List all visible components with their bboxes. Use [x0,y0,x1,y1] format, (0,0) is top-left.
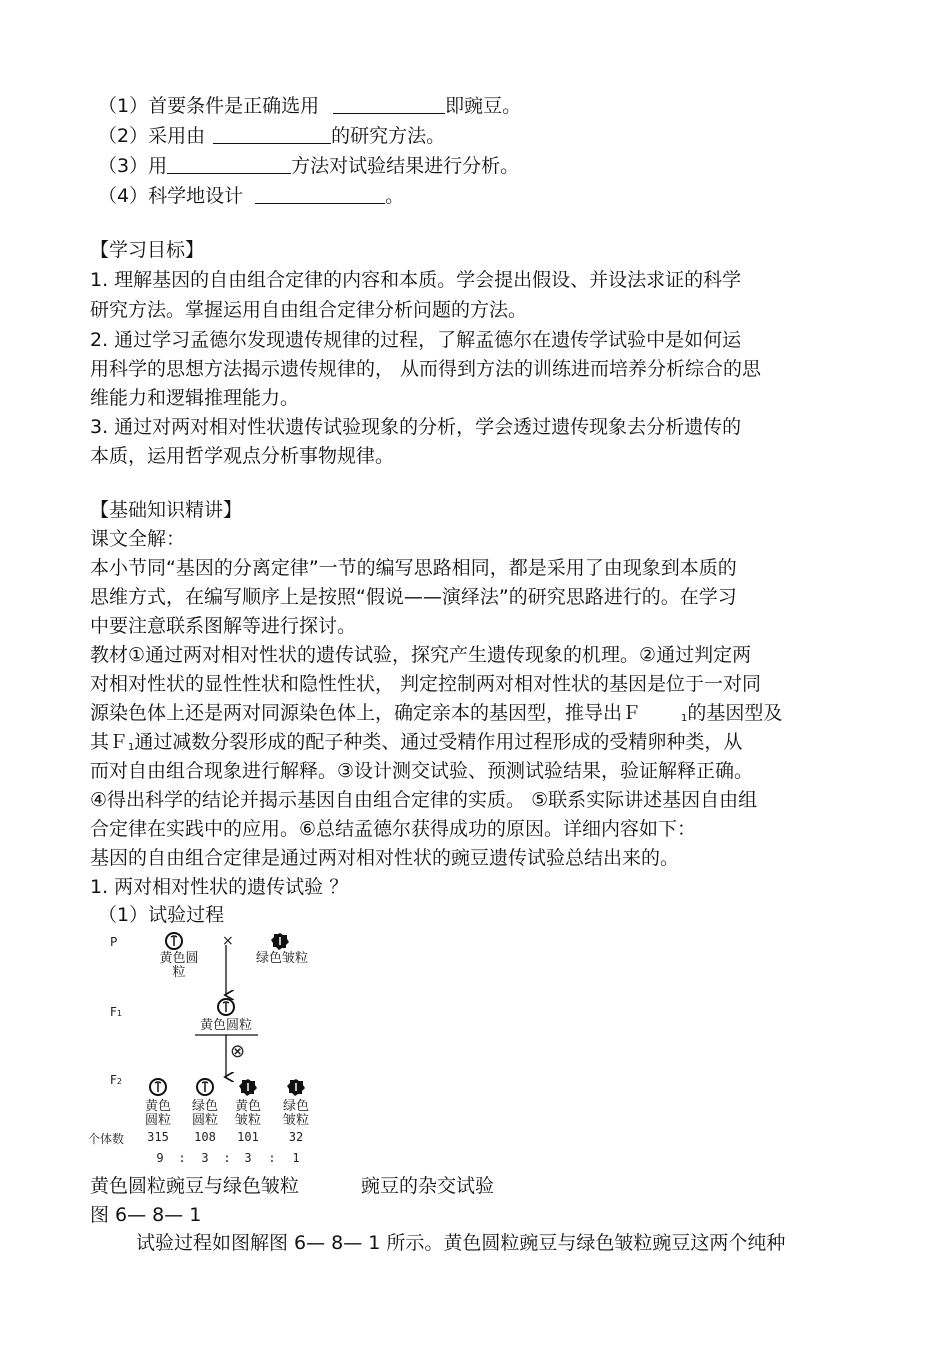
answer-blank[interactable] [255,185,385,204]
f2-phenotype-label: 黄色 圆粒 [144,1099,171,1128]
generation-f2-label: F2 [110,1073,122,1087]
self-cross-symbol: ⊗ [230,1041,246,1062]
ratio-colon: : [268,1151,276,1165]
figure-caption: 黄色圆粒豌豆与绿色皱粒 豌豆的杂交试验 [90,1175,495,1197]
answer-blank[interactable] [333,95,445,114]
goals-line: 用科学的思想方法揭示遗传规律的， 从而得到方法的训练进而培养分析综合的思 [90,358,762,380]
basics-line: 本小节同“基因的分离定律”一节的编写思路相同，都是采用了由现象到本质的 [90,557,737,579]
f2-ratio: 3 [244,1151,252,1165]
basics-line: 合定律在实践中的应用。⑥总结孟德尔获得成功的原因。详细内容如下： [90,818,697,840]
basics-line-f1: 其Ｆ$_1$通过减数分裂形成的配子种类、通过受精作用过程形成的受精卵种类，从 [90,731,743,753]
basics-heading: 【基础知识精讲】 [90,499,243,521]
cross-symbol: × [222,933,234,949]
answer-blank[interactable] [213,125,331,144]
cross-diagram [88,925,360,1170]
count-row-label: 个体数 [88,1132,125,1146]
wrinkled-pea-icon [286,1077,306,1097]
basics-line: 基因的自由组合定律是通过两对相对性状的豌豆遗传试验总结出来的。 [90,847,680,869]
round-pea-icon [195,1077,215,1097]
f1-yellow-round-label: 黄色圆粒 [199,1018,252,1033]
goals-line: 维能力和逻辑推理能力。 [90,387,300,409]
basics-subheading: 课文全解： [90,528,186,550]
answer-blank[interactable] [167,155,291,174]
round-pea-icon [216,997,236,1017]
goals-heading: 【学习目标】 [90,239,205,261]
basics-line: ④得出科学的结论并揭示基因自由组合定律的实质。 ⑤联系实际讲述基因自由组 [90,789,758,811]
f2-ratio: 1 [292,1151,300,1165]
wrinkled-pea-icon [238,1077,258,1097]
intro-item-1: （1）首要条件是正确选用 即豌豆。 [98,95,522,117]
round-pea-icon [148,1077,168,1097]
body-line: 试验过程如图解图 6— 8— 1 所示。黄色圆粒豌豆与绿色皱粒豌豆这两个纯种 [136,1232,786,1254]
figure-number: 图 6— 8— 1 [90,1204,202,1226]
round-pea-icon [164,931,184,951]
intro-item-3: （3）用 方法对试验结果进行分析。 [98,155,520,177]
generation-p-label: P [110,935,118,949]
f2-ratio: 3 [201,1151,209,1165]
parent-green-wrinkled-label: 绿色皱粒 [255,951,308,966]
basics-line: 中要注意联系图解等进行探讨。 [90,615,357,637]
goals-line: 1. 理解基因的自由组合定律的内容和本质。学会提出假设、并设法求证的科学 [90,269,742,291]
basics-line: 而对自由组合现象进行解释。③设计测交试验、预测试验结果，验证解释正确。 [90,760,754,782]
ratio-colon: : [223,1151,231,1165]
ratio-colon: : [178,1151,186,1165]
f2-phenotype-label: 绿色 皱粒 [282,1099,309,1128]
basics-line: 教材①通过两对相对性状的遗传试验，探究产生遗传现象的机理。②通过判定两 [90,644,752,666]
wrinkled-pea-icon [270,931,290,951]
intro-item-4: （4）科学地设计 。 [98,185,405,207]
parent-yellow-round-label: 黄色圆粒 [159,951,199,980]
f2-count: 315 [147,1130,169,1144]
goals-line: 3. 通过对两对相对性状遗传试验现象的分析，学会透过遗传现象去分析遗传的 [90,416,742,438]
goals-line: 本质，运用哲学观点分析事物规律。 [90,445,395,467]
goals-line: 2. 通过学习孟德尔发现遗传规律的过程，了解孟德尔在遗传学试验中是如何运 [90,329,742,351]
f2-count: 101 [237,1130,259,1144]
basics-line-f1: 源染色体上还是两对同源染色体上，确定亲本的基因型，推导出Ｆ $_1$的基因型及 [90,702,783,724]
basics-line: 1. 两对相对性状的遗传试验 ？ [90,876,349,898]
f2-phenotype-label: 绿色 圆粒 [191,1099,218,1128]
f2-phenotype-label: 黄色 皱粒 [234,1099,261,1128]
basics-line: 思维方式，在编写顺序上是按照“假说——演绎法”的研究思路进行的。在学习 [90,586,737,608]
f2-ratio: 9 [156,1151,164,1165]
basics-line: 对相对性状的显性性状和隐性性状， 判定控制两对相对性状的基因是位于一对同 [90,673,762,695]
process-title: （1）试验过程 [98,904,225,926]
generation-f1-label: F1 [110,1005,122,1019]
intro-item-2: （2）采用由 的研究方法。 [98,125,446,147]
f2-count: 32 [288,1130,304,1144]
goals-line: 研究方法。掌握运用自由组合定律分析问题的方法。 [90,299,528,321]
f2-count: 108 [194,1130,216,1144]
